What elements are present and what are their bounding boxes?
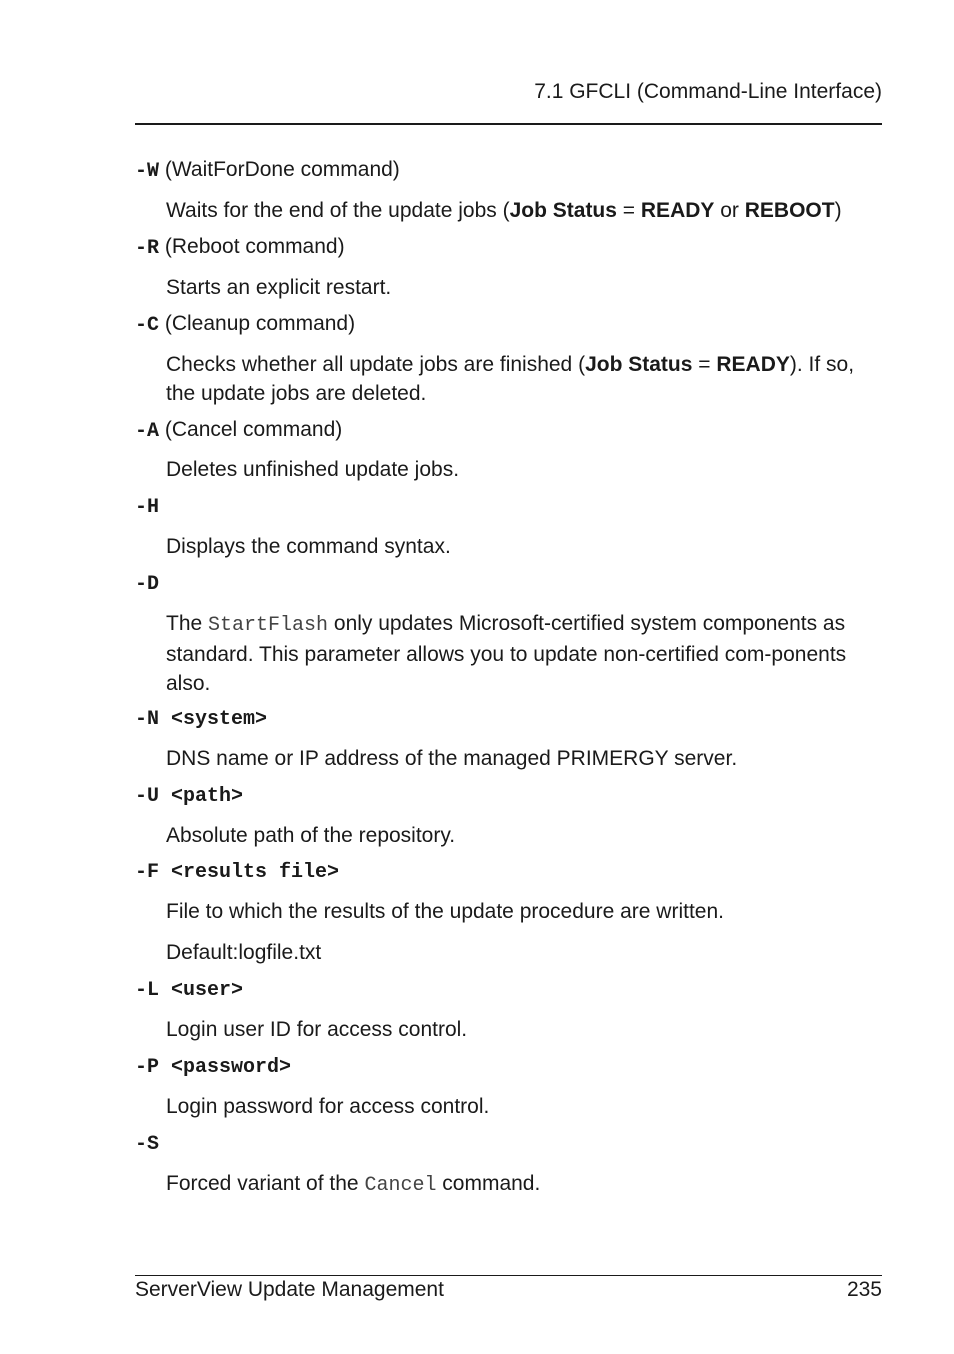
- option-flag: -P <password>: [135, 1056, 292, 1079]
- option-r-term: [135, 233, 345, 263]
- option-a-description: Deletes unfinished update jobs.: [166, 458, 460, 481]
- option-flag: -U <path>: [135, 785, 244, 808]
- header-rule: [135, 123, 882, 125]
- option-c-term: [135, 310, 355, 340]
- option-p-term: [135, 1052, 291, 1082]
- footer-title: ServerView Update Management: [135, 1278, 444, 1301]
- option-d-term: [135, 569, 159, 599]
- option-r-description: Starts an explicit restart.: [166, 276, 392, 299]
- option-s-description: Forced variant of the Cancel command.: [166, 1172, 541, 1197]
- option-c-description: Checks whether all update jobs are finished (Job Status = READY). If so, the update jobs are deleted.: [166, 353, 855, 405]
- option-flag: -S: [135, 1133, 160, 1156]
- option-a-term: [135, 416, 342, 446]
- option-f-term: [135, 857, 339, 887]
- option-d-description: The StartFlash only updates Microsoft-certified system components as standard. This parameter allows you to update non-certified com-ponents also.: [166, 612, 847, 695]
- option-flag: -D: [135, 573, 160, 596]
- option-l-description: Login user ID for access control.: [166, 1018, 468, 1041]
- option-p-description: Login password for access control.: [166, 1095, 490, 1118]
- inline-code: StartFlash: [208, 614, 329, 637]
- option-label: (Cleanup command): [159, 312, 356, 335]
- inline-code: Cancel: [364, 1174, 437, 1197]
- option-flag: -C: [135, 314, 160, 337]
- option-f-default: Default:logfile.txt: [166, 941, 322, 964]
- option-n-description: DNS name or IP address of the managed PRIMERGY server.: [166, 747, 738, 770]
- page-number: 235: [846, 1278, 882, 1301]
- option-flag: -L <user>: [135, 979, 244, 1002]
- option-u-term: [135, 781, 243, 811]
- option-label: (Cancel command): [159, 418, 343, 441]
- option-flag: -H: [135, 496, 160, 519]
- option-s-term: [135, 1129, 159, 1159]
- option-h-description: Displays the command syntax.: [166, 535, 451, 558]
- option-flag: -W: [135, 160, 160, 183]
- option-w-description: Waits for the end of the update jobs (Job Status = READY or REBOOT): [166, 199, 842, 222]
- option-flag: -N <system>: [135, 708, 268, 731]
- option-flag: -F <results file>: [135, 861, 340, 884]
- running-header: 7.1 GFCLI (Command-Line Interface): [534, 80, 882, 103]
- option-f-description: File to which the results of the update procedure are written.: [166, 900, 724, 923]
- option-label: (Reboot command): [159, 235, 345, 258]
- option-u-description: Absolute path of the repository.: [166, 824, 456, 847]
- option-l-term: [135, 975, 243, 1005]
- option-label: (WaitForDone command): [159, 158, 400, 181]
- option-h-term: [135, 492, 159, 522]
- option-w-term: [135, 156, 400, 186]
- option-flag: -A: [135, 420, 160, 443]
- option-flag: -R: [135, 237, 160, 260]
- option-n-term: [135, 704, 267, 734]
